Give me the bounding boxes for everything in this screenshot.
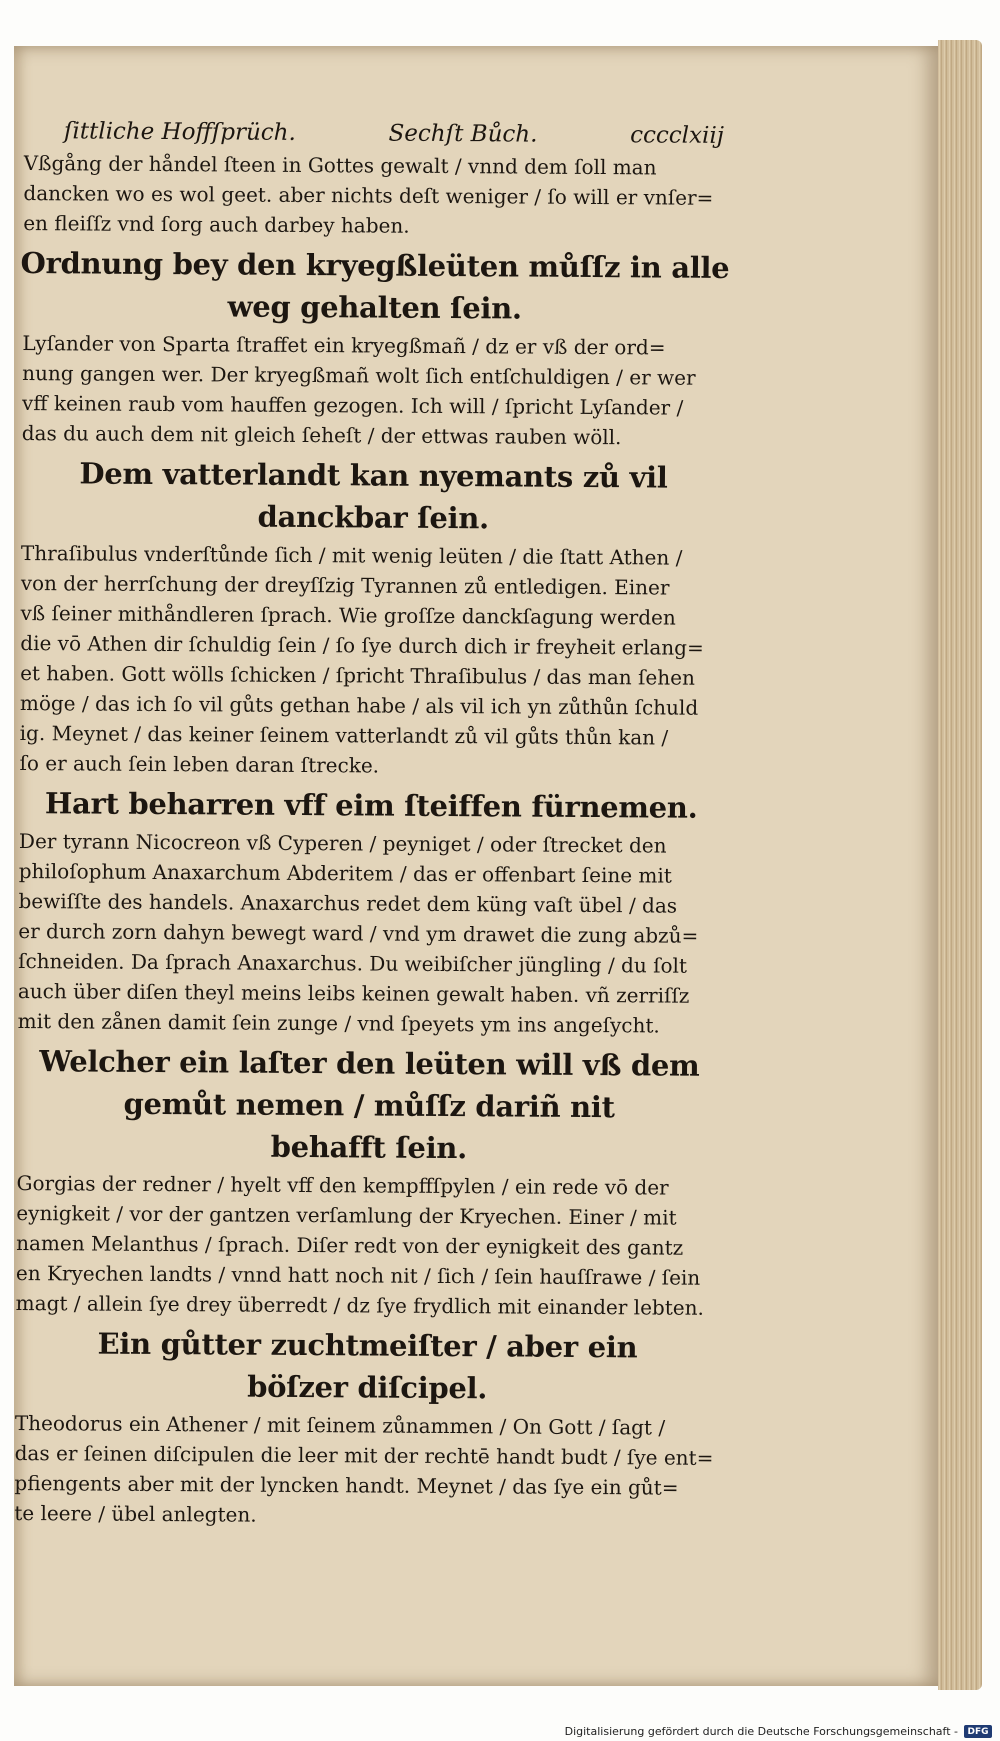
running-head: [20, 118, 732, 149]
text-line: eynigkeit / vor der gantzen verſamlung der Kryechen. Einer / mit: [16, 1201, 677, 1230]
folio-number: cccclxiij: [630, 122, 724, 149]
text-line: namen Melanthus / ſprach. Diſer redt von der eynigkeit des gantz: [16, 1231, 684, 1260]
text-line: pfiengents aber mit der lyncken handt. Meynet / das ſye ein gůt=: [14, 1470, 679, 1500]
page-text: [10, 118, 732, 1533]
heading-line: Ein gůtter zuchtmeiſter / aber ein: [97, 1326, 638, 1365]
text-line: Der tyrann Nicocreon vß Cyperen / peyniget / oder ſtrecket den: [18, 829, 667, 858]
text-line: magt / allein ſye drey überredt / dz ſye frydlich mit einander lebten.: [15, 1290, 704, 1320]
text-line: von der herrſchung der dreyſſzig Tyrannen zů entledigen. Einer: [20, 571, 670, 600]
heading-line: Hart beharren vff eim ſteiffen fürnemen.: [44, 786, 698, 825]
text-line: Theodorus ein Athener / mit ſeinem zůnammen / On Gott / ſagt /: [14, 1410, 666, 1440]
text-line: die vō Athen dir ſchuldig ſein / ſo ſye durch dich ir freyheit erlang=: [20, 631, 704, 660]
section-paragraph: [22, 328, 731, 453]
text-line: philoſophum Anaxarchum Abderitem / das er offenbart ſeine mit: [18, 859, 672, 888]
text-line: Thraſibulus vnderſtůnde ſich / mit wenig leüten / die ſtatt Athen /: [20, 541, 683, 570]
text-line: Gorgias der redner / hyelt vff den kempffſpylen / ein rede vō der: [16, 1171, 669, 1200]
page-edges: [938, 40, 982, 1690]
text-line: vß ſeiner mithåndleren ſprach. Wie groſſze danckſagung werden: [20, 601, 676, 630]
text-line: te leere / übel anlegten.: [14, 1500, 257, 1527]
text-line: auch über diſen theyl meins leibs keinen gewalt haben. vñ zerriſſz: [17, 979, 690, 1008]
heading-line: Welcher ein laſter den leüten will vß dem: [39, 1044, 700, 1083]
text-line: ſo er auch ſein leben daran ſtrecke.: [19, 751, 380, 778]
section-heading: [19, 242, 732, 331]
heading-line: danckbar ſein.: [257, 499, 489, 536]
text-line: mit den zånen damit ſein zunge / vnd ſpeyets ym ins angeſycht.: [17, 1009, 660, 1038]
text-line: nung gangen wer. Der kryegßmañ wolt ſich entſchuldigen / er wer: [22, 361, 696, 390]
section-heading: [13, 1040, 726, 1171]
heading-line: böſzer diſcipel.: [247, 1369, 488, 1406]
text-line: dancken wo es wol geet. aber nichts deſt weniger / ſo will er vnſer=: [23, 181, 714, 210]
section-paragraph: [18, 826, 727, 1041]
digitization-footer: [0, 1722, 1000, 1741]
running-head-center: Sechſt Bůch.: [388, 120, 538, 148]
text-line: Vßgång der håndel ſteen in Gottes gewalt / vnnd dem ſoll man: [23, 151, 657, 180]
text-line: Lyſander von Sparta ſtraffet ein kryegßmañ / dz er vß der ord=: [22, 331, 666, 360]
text-line: bewiſſte des handels. Anaxarchus redet dem küng vaſt übel / das: [18, 889, 678, 918]
intro-paragraph: [23, 148, 732, 243]
text-line: en Kryechen landts / vnnd hatt noch nit / ſich / ſein hauſſrawe / ſein: [15, 1261, 701, 1290]
dfg-logo-icon: DFG: [964, 1725, 992, 1738]
heading-line: Dem vatterlandt kan nyemants zů vil: [79, 456, 668, 495]
text-line: vff keinen raub vom hauffen gezogen. Ich will / ſpricht Lyſander /: [21, 391, 684, 420]
running-head-left: ſittliche Hoffſprüch.: [63, 118, 296, 146]
text-line: en fleiſſz vnd ſorg auch darbey haben.: [23, 211, 410, 238]
section-paragraph: [16, 1168, 725, 1323]
section-paragraph: [14, 1408, 723, 1533]
text-line: ſchneiden. Da ſprach Anaxarchus. Du weibiſcher jüngling / du ſolt: [18, 949, 688, 978]
heading-line: gemůt nemen / můſſz dariñ nit: [123, 1086, 615, 1125]
section-heading: [11, 1322, 724, 1411]
section-heading: [15, 782, 727, 829]
funding-credit: Digitalisierung gefördert durch die Deutsche Forschungsgemeinschaft -: [564, 1725, 958, 1738]
heading-line: weg gehalten ſein.: [227, 289, 522, 326]
text-line: möge / das ich ſo vil gůts gethan habe / als vil ich yn zůthůn ſchuld: [19, 691, 699, 720]
text-line: das du auch dem nit gleich ſeheſt / der ettwas rauben wöll.: [21, 421, 622, 450]
heading-line: behafft ſein.: [270, 1129, 468, 1166]
text-line: et haben. Gott wölls ſchicken / ſpricht Thraſibulus / das man ſehen: [20, 661, 695, 690]
text-line: das er ſeinen diſcipulen die leer mit der rechtē handt budt / ſye ent=: [14, 1440, 714, 1470]
text-line: er durch zorn dahyn bewegt ward / vnd ym drawet die zung abzů=: [18, 919, 699, 948]
heading-line: Ordnung bey den kryegßleüten můſſz in alle: [20, 246, 730, 285]
text-line: ig. Meynet / das keiner ſeinem vatterlandt zů vil gůts thůn kan /: [19, 721, 669, 750]
section-paragraph: [19, 538, 729, 783]
section-heading: [17, 452, 730, 541]
